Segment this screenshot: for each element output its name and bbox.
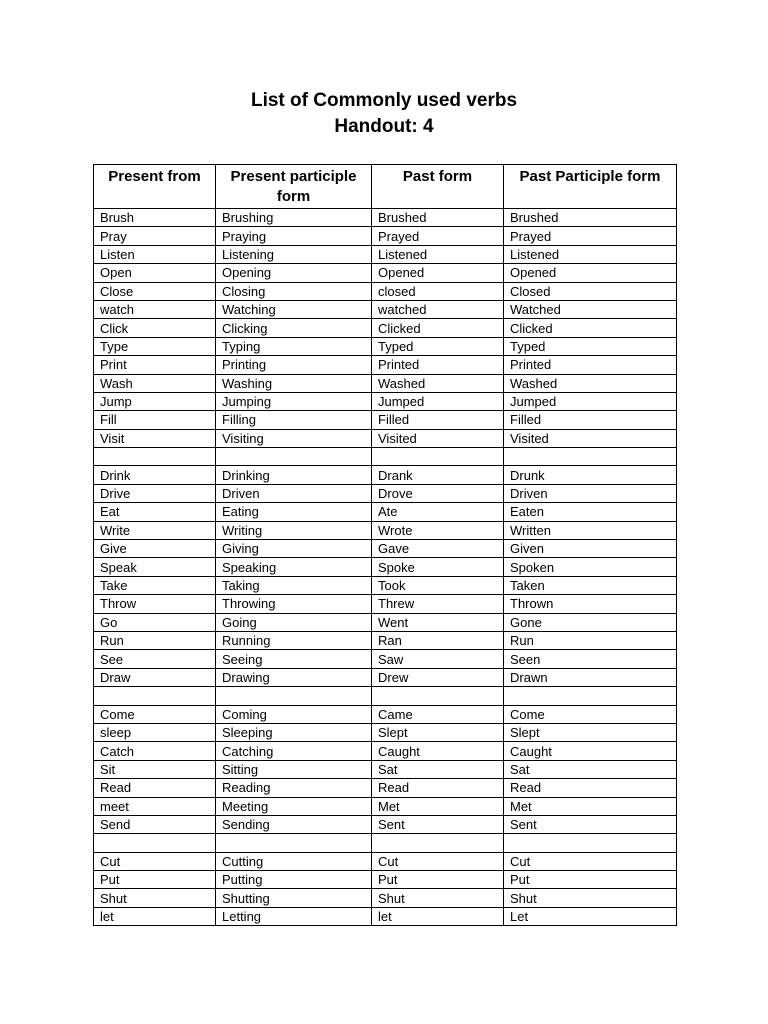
cell-past: Read xyxy=(372,779,504,797)
cell-present-participle: Shutting xyxy=(216,889,372,907)
cell-past-participle: Caught xyxy=(504,742,677,760)
cell-past-participle: Sat xyxy=(504,760,677,778)
cell-present: Listen xyxy=(94,245,216,263)
cell-present: Pray xyxy=(94,227,216,245)
cell-present-participle: Opening xyxy=(216,264,372,282)
table-row xyxy=(94,889,677,907)
table-row xyxy=(94,558,677,576)
cell-past: Drove xyxy=(372,484,504,502)
cell-present-participle: Washing xyxy=(216,374,372,392)
cell-present-participle: Praying xyxy=(216,227,372,245)
table-row xyxy=(94,337,677,355)
cell-present: Drink xyxy=(94,466,216,484)
cell-past-participle: Run xyxy=(504,631,677,649)
cell-past-participle: Washed xyxy=(504,374,677,392)
verb-table xyxy=(93,164,677,926)
cell-past-participle: Shut xyxy=(504,889,677,907)
cell-present-participle: Seeing xyxy=(216,650,372,668)
cell-present: Send xyxy=(94,815,216,833)
cell-present: Brush xyxy=(94,209,216,227)
cell-past: Shut xyxy=(372,889,504,907)
cell-present: Come xyxy=(94,705,216,723)
table-row xyxy=(94,650,677,668)
cell-present-participle: Catching xyxy=(216,742,372,760)
cell-past: Ran xyxy=(372,631,504,649)
cell-present: watch xyxy=(94,300,216,318)
cell-past-participle: Slept xyxy=(504,723,677,741)
cell-past xyxy=(372,687,504,705)
cell-present: Throw xyxy=(94,595,216,613)
cell-present-participle: Filling xyxy=(216,411,372,429)
table-row xyxy=(94,815,677,833)
cell-past-participle: Drawn xyxy=(504,668,677,686)
cell-past: Came xyxy=(372,705,504,723)
cell-past: Ate xyxy=(372,503,504,521)
table-row xyxy=(94,576,677,594)
cell-present-participle: Jumping xyxy=(216,392,372,410)
table-row xyxy=(94,723,677,741)
cell-past: Spoke xyxy=(372,558,504,576)
cell-present-participle: Taking xyxy=(216,576,372,594)
cell-present-participle: Throwing xyxy=(216,595,372,613)
cell-past: Gave xyxy=(372,540,504,558)
cell-present: Sit xyxy=(94,760,216,778)
table-row xyxy=(94,466,677,484)
cell-present-participle: Running xyxy=(216,631,372,649)
header-past-participle: Past Participle form xyxy=(504,165,677,209)
cell-past-participle: Sent xyxy=(504,815,677,833)
cell-past: Drank xyxy=(372,466,504,484)
table-body xyxy=(94,209,677,926)
cell-past: Met xyxy=(372,797,504,815)
cell-present-participle: Drinking xyxy=(216,466,372,484)
table-row xyxy=(94,227,677,245)
table-row xyxy=(94,374,677,392)
cell-past-participle: Taken xyxy=(504,576,677,594)
cell-past: Prayed xyxy=(372,227,504,245)
cell-past: Wrote xyxy=(372,521,504,539)
cell-present-participle: Clicking xyxy=(216,319,372,337)
cell-present-participle xyxy=(216,834,372,852)
cell-past: Slept xyxy=(372,723,504,741)
cell-past xyxy=(372,448,504,466)
cell-past-participle: Put xyxy=(504,871,677,889)
cell-present: Click xyxy=(94,319,216,337)
cell-past: Printed xyxy=(372,356,504,374)
cell-past-participle: Given xyxy=(504,540,677,558)
cell-present-participle: Going xyxy=(216,613,372,631)
cell-present-participle: Sitting xyxy=(216,760,372,778)
cell-present-participle xyxy=(216,448,372,466)
cell-past: Threw xyxy=(372,595,504,613)
cell-present: Draw xyxy=(94,668,216,686)
table-row xyxy=(94,264,677,282)
table-row xyxy=(94,907,677,925)
cell-present: Jump xyxy=(94,392,216,410)
cell-past-participle: Gone xyxy=(504,613,677,631)
document-title xyxy=(0,88,768,140)
cell-present xyxy=(94,448,216,466)
cell-present: Write xyxy=(94,521,216,539)
cell-past-participle: Closed xyxy=(504,282,677,300)
header-present-participle: Present participle form xyxy=(216,165,372,209)
cell-past-participle xyxy=(504,687,677,705)
cell-present-participle xyxy=(216,687,372,705)
cell-present: Take xyxy=(94,576,216,594)
table-row xyxy=(94,760,677,778)
cell-present-participle: Drawing xyxy=(216,668,372,686)
cell-present-participle: Letting xyxy=(216,907,372,925)
cell-past: Cut xyxy=(372,852,504,870)
cell-present: Type xyxy=(94,337,216,355)
cell-present: Catch xyxy=(94,742,216,760)
cell-present-participle: Cutting xyxy=(216,852,372,870)
cell-present: Eat xyxy=(94,503,216,521)
cell-present: Shut xyxy=(94,889,216,907)
table-row xyxy=(94,705,677,723)
table-header-row xyxy=(94,165,677,209)
cell-past-participle: Spoken xyxy=(504,558,677,576)
cell-past: Took xyxy=(372,576,504,594)
cell-present-participle: Speaking xyxy=(216,558,372,576)
cell-past-participle: Jumped xyxy=(504,392,677,410)
cell-past-participle: Printed xyxy=(504,356,677,374)
cell-past: Clicked xyxy=(372,319,504,337)
cell-past-participle: Watched xyxy=(504,300,677,318)
cell-present-participle: Meeting xyxy=(216,797,372,815)
cell-present: Cut xyxy=(94,852,216,870)
cell-present: Put xyxy=(94,871,216,889)
table-row xyxy=(94,742,677,760)
cell-past-participle: Written xyxy=(504,521,677,539)
cell-present-participle: Coming xyxy=(216,705,372,723)
cell-past: Listened xyxy=(372,245,504,263)
header-present-form: Present from xyxy=(94,165,216,209)
cell-present-participle: Reading xyxy=(216,779,372,797)
cell-past: Washed xyxy=(372,374,504,392)
cell-past: Brushed xyxy=(372,209,504,227)
table-row xyxy=(94,540,677,558)
cell-past-participle xyxy=(504,448,677,466)
cell-past: Saw xyxy=(372,650,504,668)
cell-present: Print xyxy=(94,356,216,374)
title-line-1: List of Commonly used verbs xyxy=(250,90,518,111)
cell-present-participle: Watching xyxy=(216,300,372,318)
cell-past-participle: Brushed xyxy=(504,209,677,227)
cell-present xyxy=(94,834,216,852)
table-row xyxy=(94,411,677,429)
cell-present: meet xyxy=(94,797,216,815)
cell-present: Open xyxy=(94,264,216,282)
table-row xyxy=(94,797,677,815)
cell-present-participle: Brushing xyxy=(216,209,372,227)
table-row xyxy=(94,392,677,410)
cell-present-participle: Typing xyxy=(216,337,372,355)
table-row xyxy=(94,484,677,502)
cell-past-participle: Met xyxy=(504,797,677,815)
cell-past: Opened xyxy=(372,264,504,282)
cell-present: See xyxy=(94,650,216,668)
cell-past: Filled xyxy=(372,411,504,429)
cell-present-participle: Giving xyxy=(216,540,372,558)
table-row xyxy=(94,631,677,649)
cell-present: Visit xyxy=(94,429,216,447)
table-row xyxy=(94,613,677,631)
cell-past-participle: Seen xyxy=(504,650,677,668)
cell-past: Drew xyxy=(372,668,504,686)
table-row xyxy=(94,356,677,374)
table-row xyxy=(94,503,677,521)
table-row xyxy=(94,521,677,539)
cell-present-participle: Sleeping xyxy=(216,723,372,741)
cell-past-participle: Driven xyxy=(504,484,677,502)
cell-present-participle: Printing xyxy=(216,356,372,374)
cell-present: Wash xyxy=(94,374,216,392)
cell-past-participle: Listened xyxy=(504,245,677,263)
cell-past-participle: Read xyxy=(504,779,677,797)
cell-present-participle: Visiting xyxy=(216,429,372,447)
cell-present: let xyxy=(94,907,216,925)
cell-past-participle: Drunk xyxy=(504,466,677,484)
cell-present-participle: Putting xyxy=(216,871,372,889)
cell-past-participle: Visited xyxy=(504,429,677,447)
cell-present: Run xyxy=(94,631,216,649)
cell-past: closed xyxy=(372,282,504,300)
cell-past-participle xyxy=(504,834,677,852)
table-row xyxy=(94,668,677,686)
cell-present: Drive xyxy=(94,484,216,502)
table-row xyxy=(94,282,677,300)
cell-past-participle: Eaten xyxy=(504,503,677,521)
cell-past-participle: Clicked xyxy=(504,319,677,337)
cell-present: Fill xyxy=(94,411,216,429)
cell-past-participle: Let xyxy=(504,907,677,925)
cell-present-participle: Listening xyxy=(216,245,372,263)
table-row xyxy=(94,319,677,337)
cell-past: Visited xyxy=(372,429,504,447)
cell-present xyxy=(94,687,216,705)
cell-present-participle: Eating xyxy=(216,503,372,521)
cell-past: Sat xyxy=(372,760,504,778)
table-row xyxy=(94,779,677,797)
cell-past: Caught xyxy=(372,742,504,760)
table-row xyxy=(94,209,677,227)
cell-past: Went xyxy=(372,613,504,631)
cell-past: let xyxy=(372,907,504,925)
cell-past-participle: Filled xyxy=(504,411,677,429)
cell-past xyxy=(372,834,504,852)
cell-present-participle: Driven xyxy=(216,484,372,502)
cell-present: Speak xyxy=(94,558,216,576)
cell-past: Put xyxy=(372,871,504,889)
title-line-2: Handout: 4 xyxy=(334,116,434,137)
cell-past: Jumped xyxy=(372,392,504,410)
table-row xyxy=(94,245,677,263)
cell-past-participle: Come xyxy=(504,705,677,723)
table-row xyxy=(94,852,677,870)
cell-past: Typed xyxy=(372,337,504,355)
table-row xyxy=(94,595,677,613)
header-past-form: Past form xyxy=(372,165,504,209)
cell-past: watched xyxy=(372,300,504,318)
cell-present-participle: Sending xyxy=(216,815,372,833)
cell-past-participle: Typed xyxy=(504,337,677,355)
cell-present-participle: Writing xyxy=(216,521,372,539)
cell-past: Sent xyxy=(372,815,504,833)
cell-past-participle: Opened xyxy=(504,264,677,282)
cell-present: Go xyxy=(94,613,216,631)
cell-present-participle: Closing xyxy=(216,282,372,300)
table-row xyxy=(94,834,677,852)
table-row xyxy=(94,300,677,318)
table-row xyxy=(94,871,677,889)
cell-present: Read xyxy=(94,779,216,797)
table-row xyxy=(94,448,677,466)
cell-past-participle: Thrown xyxy=(504,595,677,613)
cell-present: Give xyxy=(94,540,216,558)
table-row xyxy=(94,687,677,705)
cell-present: sleep xyxy=(94,723,216,741)
table-row xyxy=(94,429,677,447)
cell-past-participle: Prayed xyxy=(504,227,677,245)
cell-past-participle: Cut xyxy=(504,852,677,870)
cell-present: Close xyxy=(94,282,216,300)
